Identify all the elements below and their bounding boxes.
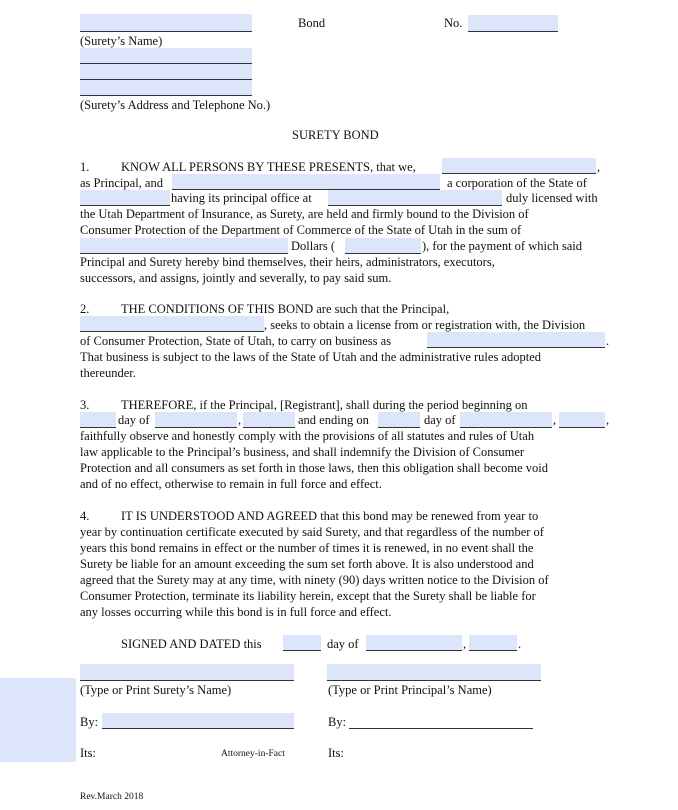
section-3-comma-1: , — [238, 413, 242, 427]
section-3-ending-on: and ending on — [298, 413, 369, 427]
section-1-line-3b: duly licensed with — [506, 191, 598, 205]
section-1-line-2b: a corporation of the State of — [447, 176, 587, 190]
its-label-right: Its: — [328, 746, 344, 760]
business-name-field[interactable] — [427, 332, 605, 348]
section-4-number: 4. — [80, 509, 90, 523]
begin-year-field[interactable] — [243, 412, 295, 428]
revision-date: Rev.March 2018 — [80, 792, 144, 802]
section-2-line-3: of Consumer Protection, State of Utah, to carry on business as — [80, 334, 392, 348]
left-margin-field[interactable] — [0, 678, 76, 762]
section-3-day-of-2: day of — [424, 413, 456, 427]
section-4-line-1: IT IS UNDERSTOOD AND AGREED that this bond may be renewed from year to — [121, 509, 539, 523]
principal-print-caption: (Type or Print Principal’s Name) — [328, 683, 492, 697]
section-3-line-1: THEREFORE, if the Principal, [Registrant], shall during the period beginning on — [121, 398, 528, 412]
section-1-line-4: the Utah Department of Insurance, as Surety, are held and firmly bound to the Division of — [80, 207, 529, 221]
bond-number-field[interactable] — [468, 15, 558, 32]
sum-number-field[interactable] — [345, 238, 421, 254]
section-2-line-1: THE CONDITIONS OF THIS BOND are such that the Principal, — [121, 302, 450, 316]
section-1-line-1: KNOW ALL PERSONS BY THESE PRESENTS, that we, — [121, 160, 416, 174]
surety-print-caption: (Type or Print Surety’s Name) — [80, 683, 232, 697]
begin-month-field[interactable] — [155, 412, 237, 428]
by-label-left: By: — [80, 715, 99, 729]
end-day-field[interactable] — [378, 412, 420, 428]
section-2-period: . — [606, 334, 610, 348]
section-3-number: 3. — [80, 398, 90, 412]
section-3-comma-3: , — [606, 413, 610, 427]
its-label-left: Its: — [80, 746, 96, 760]
address-line — [80, 63, 252, 64]
signed-day-of: day of — [327, 637, 359, 651]
section-1-line-8: successors, and assigns, jointly and severally, to pay said sum. — [80, 271, 392, 285]
section-1-line-6a: Dollars ( — [291, 239, 336, 253]
principal-name-field[interactable] — [442, 158, 596, 174]
section-3-line-3: faithfully observe and honestly comply with the provisions of all statutes and rules of Utah — [80, 429, 535, 443]
section-3-line-5: Protection and all consumers as set forth in those laws, then this obligation shall become void — [80, 461, 548, 475]
signed-day-field[interactable] — [283, 635, 321, 651]
signed-dated-label: SIGNED AND DATED this — [121, 637, 262, 651]
bond-label: Bond — [298, 16, 326, 30]
section-2-line-2: , seeks to obtain a license from or registration with, the Division — [264, 318, 586, 332]
surety-name-caption: (Surety’s Name) — [80, 34, 163, 48]
end-year-field[interactable] — [559, 412, 605, 428]
by-label-right: By: — [328, 715, 347, 729]
section-1-line-3a: having its principal office at — [171, 191, 312, 205]
section-3-line-6: and of no effect, otherwise to remain in full force and effect. — [80, 477, 382, 491]
no-label: No. — [444, 16, 463, 30]
surety-print-name-field[interactable] — [80, 664, 294, 681]
section-4-line-5: agreed that the Surety may at any time, with ninety (90) days written notice to the Division of — [80, 573, 549, 587]
begin-day-field[interactable] — [80, 412, 116, 428]
section-4-line-2: year by continuation certificate executed by said Surety, and that regardless of the number of — [80, 525, 544, 539]
signed-month-field[interactable] — [366, 635, 462, 651]
surety-company-field[interactable] — [172, 174, 440, 190]
signed-year-field[interactable] — [469, 635, 517, 651]
section-3-comma-2: , — [553, 413, 557, 427]
surety-address-caption: (Surety’s Address and Telephone No.) — [80, 98, 271, 112]
section-4-line-7: any losses occurring while this bond is in full force and effect. — [80, 605, 392, 619]
section-1-line-5: Consumer Protection of the Department of Commerce of the State of Utah in the sum of — [80, 223, 522, 237]
surety-signature-field[interactable] — [102, 713, 294, 729]
document-title: SURETY BOND — [292, 128, 379, 142]
section-2-line-4: That business is subject to the laws of the State of Utah and the administrative rules adopted — [80, 350, 542, 364]
section-2-line-5: thereunder. — [80, 366, 136, 380]
section-1-number: 1. — [80, 160, 90, 174]
sum-words-field[interactable] — [80, 238, 288, 254]
section-1-line-2a: as Principal, and — [80, 176, 163, 190]
signed-comma: , — [463, 637, 467, 651]
end-month-field[interactable] — [460, 412, 552, 428]
section-3-day-of-1: day of — [118, 413, 150, 427]
section-1-comma: , — [597, 160, 601, 174]
section-3-line-4: law applicable to the Principal’s business, and shall indemnify the Division of Consumer — [80, 445, 525, 459]
section-4-line-6: Consumer Protection, terminate its liability herein, except that the Surety shall be liable for — [80, 589, 536, 603]
section-1-line-6b: ), for the payment of which said — [422, 239, 583, 253]
state-field[interactable] — [80, 190, 170, 206]
principal-print-name-field[interactable] — [327, 664, 541, 681]
section-2-number: 2. — [80, 302, 90, 316]
principal-signature-line[interactable] — [349, 728, 533, 729]
surety-name-field[interactable] — [80, 14, 252, 32]
section-1-line-7: Principal and Surety hereby bind themselves, their heirs, administrators, executors, — [80, 255, 495, 269]
surety-address-field[interactable] — [80, 48, 252, 96]
section-4-line-4: Surety be liable for an amount exceeding the sum set forth above. It is also understood and — [80, 557, 534, 571]
section-4-line-3: years this bond remains in effect or the number of times it is renewed, in no event shall the — [80, 541, 534, 555]
signed-period: . — [518, 637, 522, 651]
principal-office-field[interactable] — [328, 190, 502, 206]
attorney-in-fact-label: Attorney-in-Fact — [221, 749, 285, 759]
address-line — [80, 79, 252, 80]
principal-name-2-field[interactable] — [80, 316, 264, 332]
